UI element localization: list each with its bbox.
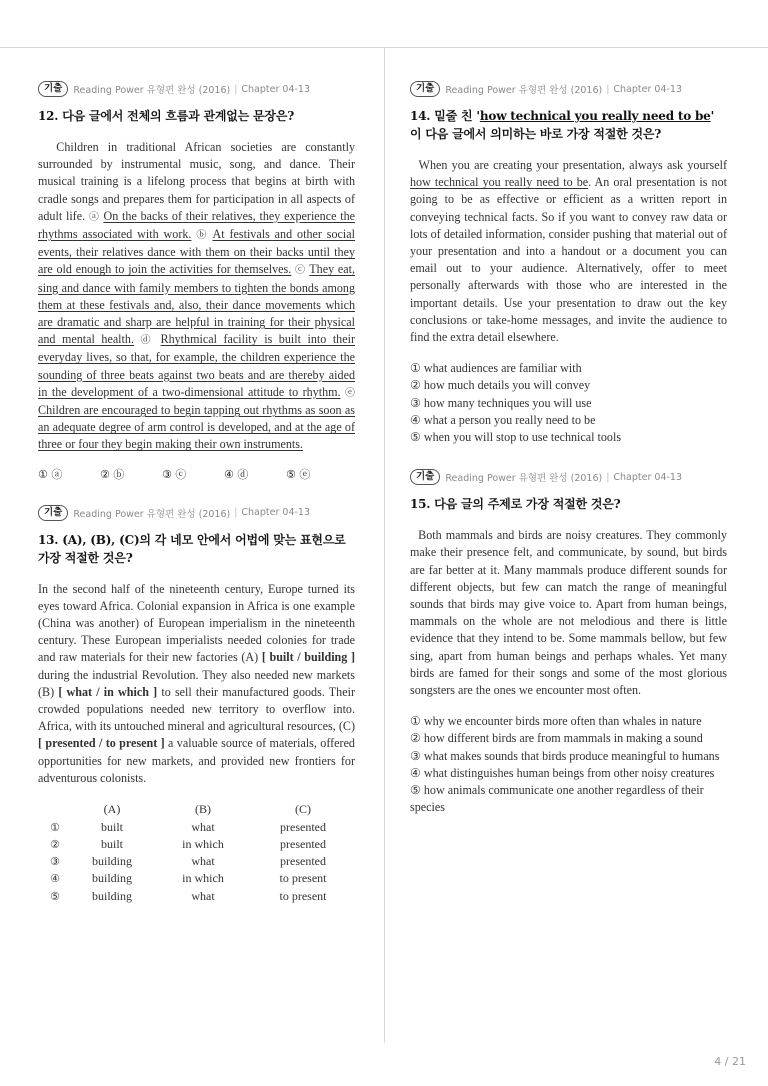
q15-choice-5[interactable]: ⑤ how animals communicate one another regardless of their species — [410, 783, 704, 815]
q15-choices — [410, 713, 727, 816]
q14-title — [410, 107, 727, 143]
exam-badge: 기출 — [410, 469, 440, 485]
q12-intro: Children in traditional African societies are constantly surrounded by instrumental music, song, and dance. Their musical training is a lifelong process that begins at birth with cradle songs and prepares them for participation in all aspects of adult life. — [38, 140, 355, 223]
cell-b: in which — [182, 871, 224, 886]
q12-choice-1[interactable]: ① ⓐ — [38, 467, 63, 481]
row-number: ⑤ — [50, 889, 60, 903]
col-header-b: (B) — [195, 802, 211, 817]
q13-title: 13. (A), (B), (C)의 각 네모 안에서 어법에 맞는 표현으로 가장 적절한 것은? — [38, 532, 346, 565]
source-tag — [410, 468, 727, 486]
q12-choice-3[interactable]: ③ ⓒ — [162, 467, 187, 481]
q14-title-underlined: how technical you really need to be — [479, 109, 711, 123]
q12-choices — [38, 466, 355, 482]
q12-sentence-a: On the backs of their relatives, they experience the rhythms associated with work. — [38, 208, 356, 242]
q12-choice-5[interactable]: ⑤ ⓔ — [286, 467, 311, 481]
cell-c: presented — [280, 854, 326, 869]
cell-b: what — [191, 854, 215, 869]
row-number: ③ — [50, 855, 60, 869]
q12-choice-4[interactable]: ④ ⓓ — [224, 467, 249, 481]
q14-text-1: When you are creating your presentation, always ask yourself — [418, 158, 727, 172]
q13-passage — [38, 581, 355, 787]
cell-b: what — [191, 819, 215, 834]
q15-choice-3[interactable]: ③ what makes sounds that birds produce meaningful to humans — [410, 748, 720, 763]
q12-marker-c: ⓒ — [295, 265, 306, 277]
row-number: ② — [50, 837, 60, 851]
table-row[interactable] — [38, 853, 348, 870]
q14-title-pre: 14. 밑줄 친 ' — [410, 109, 480, 123]
source-separator: | — [234, 507, 238, 519]
q14-choice-4[interactable]: ④ what a person you really need to be — [410, 412, 596, 427]
source-separator: | — [606, 83, 610, 95]
q15-title: 15. 다음 글의 주제로 가장 적절한 것은? — [410, 497, 621, 512]
cell-c: to present — [279, 871, 327, 886]
q15-passage — [410, 527, 727, 699]
q14-choices — [410, 360, 727, 446]
q13-box-c: [ presented / to present ] — [38, 736, 165, 751]
source-tag — [38, 504, 355, 522]
q12-sentence-e: Children are encouraged to begin tapping out rhythms as soon as an adequate degree of arm control is developed, and at the age of three or four they begin making their own instruments. — [38, 403, 355, 452]
right-column — [410, 80, 727, 817]
q12-marker-a: ⓐ — [88, 211, 100, 223]
q14-choice-5[interactable]: ⑤ when you will stop to use technical tools — [410, 430, 622, 445]
q12-marker-b: ⓑ — [196, 230, 209, 242]
q12-sentence-b: At festivals and other social events, their relatives dance with them on their backs until they are old enough to join the activities for themselves. — [38, 227, 356, 277]
table-row[interactable] — [38, 888, 348, 905]
chapter-text: Chapter 04-13 — [613, 471, 683, 483]
row-number: ① — [50, 820, 60, 834]
q14-choice-2[interactable]: ② how much details you will convey — [410, 378, 591, 393]
table-row[interactable] — [38, 818, 348, 835]
column-divider — [384, 48, 385, 1043]
source-text: Reading Power 유형편 완성 (2016) — [73, 85, 231, 96]
q14-underlined-phrase: how technical you really need to be — [410, 175, 589, 190]
q12-choice-2[interactable]: ② ⓑ — [100, 467, 125, 481]
source-text: Reading Power 유형편 완성 (2016) — [445, 473, 603, 485]
q15-choice-2[interactable]: ② how different birds are from mammals in making a sound — [410, 731, 703, 746]
q15-choice-1[interactable]: ① why we encounter birds more often than whales in nature — [410, 714, 702, 729]
left-column — [38, 80, 355, 905]
q12-marker-e: ⓔ — [345, 387, 355, 399]
cell-c: presented — [280, 836, 326, 851]
source-tag — [38, 80, 355, 98]
q13-text-4: a valuable source of materials, offered opportunities for new markets, and provided new frontiers for adventurous colonists. — [38, 736, 355, 785]
q13-box-a: [ built / building ] — [261, 650, 355, 665]
source-text: Reading Power 유형편 완성 (2016) — [445, 85, 603, 96]
chapter-text: Chapter 04-13 — [241, 83, 311, 95]
cell-a: building — [91, 854, 132, 869]
q14-passage — [410, 157, 727, 346]
source-tag — [410, 80, 727, 98]
q13-answer-table — [38, 801, 348, 905]
cell-a: built — [100, 836, 123, 851]
q12-marker-d: ⓓ — [140, 335, 154, 347]
exam-badge: 기출 — [38, 81, 68, 97]
q12-sentence-c: They eat, sing and dance with family members to tighten the bonds among them at these festivals and, also, their dance movements which are dramatic and sharp are helpful in training for their physical and mental health. — [38, 262, 355, 347]
q12-sentence-d: Rhythmical facility is built into their everyday lives, so that, for example, the children experience the sounding of three beats against two beats and are thereby aided in the development of a two-dimensional attitude to rhythm. — [38, 332, 355, 399]
q14-title-post: ' 이 다음 글에서 의미하는 바로 가장 적절한 것은? — [410, 109, 715, 141]
q12-title: 12. 다음 글에서 전체의 흐름과 관계없는 문장은? — [38, 109, 295, 123]
cell-a: building — [91, 888, 132, 903]
q13-text-1: In the second half of the nineteenth century, Europe turned its eyes toward Africa. Colonial expansion in Africa is one example (China was another) of European imperialism in the nineteenth century. These European imperialists needed colonies for trade and raw materials for their new factories (A) — [38, 581, 355, 665]
col-header-c: (C) — [295, 802, 311, 817]
cell-a: built — [100, 819, 123, 834]
q14-text-2: . An oral presentation is not going to be as effective or efficient as a written report in conveying technical facts. So if you want to convey raw data or lots of detailed information, consider pushing that material out of your presentation and into a handout or a document you can email out to your audience. Alternatively, offer to meet personally afterwards with those who are interested in the important details. Use your presentation to draw out the key conclusions or take-home messages, and invite the audience to find the extra detail elsewhere. — [410, 175, 727, 345]
q15-text: Both mammals and birds are noisy creatures. They commonly make their presence felt, and communicate, by sound, but birds are far better at it. Many mammals produce different sounds for different objects, but few can match the range of meaningful sounds that birds may give voice to. Apart from human beings, mammals on the whole are not melodious and there is little evidence that they intend to be. Some mammals bellow, but few sing, apart from human beings and perhaps whales. Yet many birds are famed for their songs and some of the most glorious songsters are the ones we encounter most often. — [410, 528, 728, 698]
col-header-a: (A) — [103, 802, 121, 817]
row-number: ④ — [50, 872, 60, 886]
q14-choice-1[interactable]: ① what audiences are familiar with — [410, 361, 582, 376]
source-separator: | — [234, 83, 238, 95]
source-text: Reading Power 유형편 완성 (2016) — [73, 508, 231, 520]
q14-choice-3[interactable]: ③ how many techniques you will use — [410, 395, 592, 410]
exam-badge: 기출 — [410, 81, 440, 97]
table-row[interactable] — [38, 836, 348, 853]
q13-box-b: [ what / in which ] — [58, 684, 158, 699]
table-header — [38, 801, 348, 818]
q12-passage — [38, 139, 355, 454]
exam-badge: 기출 — [38, 505, 68, 521]
source-separator: | — [606, 471, 610, 483]
page-number: 4 / 21 — [714, 1055, 746, 1068]
cell-b: what — [191, 888, 215, 903]
cell-b: in which — [182, 836, 224, 851]
chapter-text: Chapter 04-13 — [613, 83, 683, 95]
q15-choice-4[interactable]: ④ what distinguishes human beings from other noisy creatures — [410, 765, 715, 780]
cell-c: presented — [280, 819, 326, 834]
table-row[interactable] — [38, 870, 348, 887]
q13-text-2: during the industrial Revolution. They also needed new markets (B) — [38, 667, 355, 699]
cell-c: to present — [279, 888, 327, 903]
cell-a: building — [91, 871, 132, 886]
chapter-text: Chapter 04-13 — [241, 507, 311, 519]
q13-text-3: to sell their manufactured goods. Their crowded populations needed new territory to overflow into. Africa, with its untouched mineral and agricultural resources, (C) — [38, 684, 355, 734]
